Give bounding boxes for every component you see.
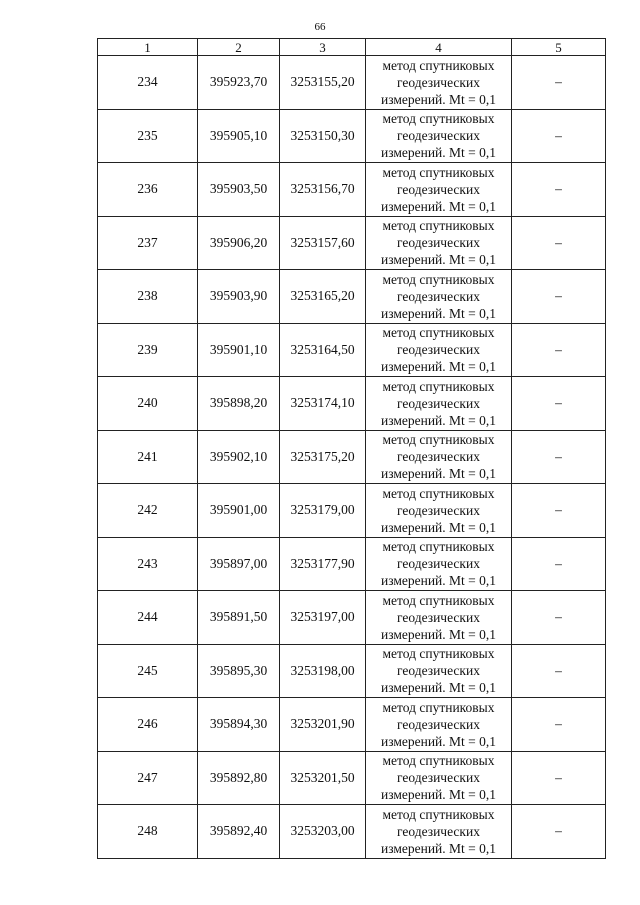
method-line: метод спутниковых xyxy=(382,111,495,127)
note-cell: – xyxy=(512,163,606,217)
method-line: геодезических xyxy=(397,770,480,786)
method-line: метод спутниковых xyxy=(382,271,495,287)
point-number-cell: 236 xyxy=(98,163,198,217)
x-coordinate-cell: 395894,30 xyxy=(198,698,280,752)
method-cell xyxy=(366,56,512,110)
column-header-1: 1 xyxy=(98,39,198,56)
note-cell: – xyxy=(512,537,606,591)
table-row xyxy=(98,377,606,431)
method-cell xyxy=(366,644,512,698)
table-header xyxy=(98,39,606,56)
x-coordinate-cell: 395901,00 xyxy=(198,484,280,538)
note-cell: – xyxy=(512,698,606,752)
method-cell xyxy=(366,323,512,377)
note-cell: – xyxy=(512,751,606,805)
y-coordinate-cell: 3253201,50 xyxy=(280,751,366,805)
x-coordinate-cell: 395903,90 xyxy=(198,270,280,324)
point-number-cell: 240 xyxy=(98,377,198,431)
method-cell xyxy=(366,109,512,163)
table-row xyxy=(98,216,606,270)
point-number-cell: 234 xyxy=(98,56,198,110)
point-number-cell: 241 xyxy=(98,430,198,484)
method-line: геодезических xyxy=(397,342,480,358)
method-cell xyxy=(366,484,512,538)
x-coordinate-cell: 395895,30 xyxy=(198,644,280,698)
x-coordinate-cell: 395892,80 xyxy=(198,751,280,805)
note-cell: – xyxy=(512,484,606,538)
point-number-cell: 244 xyxy=(98,591,198,645)
method-line: метод спутниковых xyxy=(382,539,495,555)
x-coordinate-cell: 395903,50 xyxy=(198,163,280,217)
method-line: геодезических xyxy=(397,235,480,251)
y-coordinate-cell: 3253177,90 xyxy=(280,537,366,591)
column-header-3: 3 xyxy=(280,39,366,56)
method-line: геодезических xyxy=(397,502,480,518)
method-line: измерений. Mt = 0,1 xyxy=(380,145,497,161)
point-number-cell: 247 xyxy=(98,751,198,805)
method-line: метод спутниковых xyxy=(382,57,495,73)
note-cell: – xyxy=(512,323,606,377)
table-row xyxy=(98,163,606,217)
method-cell xyxy=(366,163,512,217)
y-coordinate-cell: 3253155,20 xyxy=(280,56,366,110)
method-line: измерений. Mt = 0,1 xyxy=(380,305,497,321)
column-header-5: 5 xyxy=(512,39,606,56)
method-cell xyxy=(366,270,512,324)
method-line: метод спутниковых xyxy=(382,218,495,234)
x-coordinate-cell: 395905,10 xyxy=(198,109,280,163)
note-cell: – xyxy=(512,805,606,859)
note-cell: – xyxy=(512,109,606,163)
x-coordinate-cell: 395891,50 xyxy=(198,591,280,645)
table-row xyxy=(98,484,606,538)
method-line: геодезических xyxy=(397,609,480,625)
method-line: метод спутниковых xyxy=(382,646,495,662)
method-line: измерений. Mt = 0,1 xyxy=(380,573,497,589)
method-line: метод спутниковых xyxy=(382,592,495,608)
header-row xyxy=(98,39,606,56)
method-cell xyxy=(366,537,512,591)
note-cell: – xyxy=(512,270,606,324)
method-line: измерений. Mt = 0,1 xyxy=(380,733,497,749)
note-cell: – xyxy=(512,591,606,645)
coordinates-table xyxy=(97,38,606,859)
y-coordinate-cell: 3253164,50 xyxy=(280,323,366,377)
method-cell xyxy=(366,805,512,859)
table-row xyxy=(98,591,606,645)
column-header-2: 2 xyxy=(198,39,280,56)
table-row xyxy=(98,56,606,110)
x-coordinate-cell: 395898,20 xyxy=(198,377,280,431)
method-line: геодезических xyxy=(397,74,480,90)
method-cell xyxy=(366,751,512,805)
point-number-cell: 245 xyxy=(98,644,198,698)
method-line: метод спутниковых xyxy=(382,325,495,341)
method-line: геодезических xyxy=(397,823,480,839)
method-line: измерений. Mt = 0,1 xyxy=(380,412,497,428)
method-line: измерений. Mt = 0,1 xyxy=(380,466,497,482)
method-line: измерений. Mt = 0,1 xyxy=(380,787,497,803)
table-row xyxy=(98,751,606,805)
method-line: измерений. Mt = 0,1 xyxy=(380,91,497,107)
method-line: измерений. Mt = 0,1 xyxy=(380,519,497,535)
method-line: метод спутниковых xyxy=(382,378,495,394)
point-number-cell: 238 xyxy=(98,270,198,324)
table-row xyxy=(98,805,606,859)
method-line: метод спутниковых xyxy=(382,699,495,715)
method-line: геодезических xyxy=(397,128,480,144)
note-cell: – xyxy=(512,644,606,698)
y-coordinate-cell: 3253157,60 xyxy=(280,216,366,270)
method-cell xyxy=(366,698,512,752)
table-row xyxy=(98,109,606,163)
method-line: измерений. Mt = 0,1 xyxy=(380,626,497,642)
y-coordinate-cell: 3253165,20 xyxy=(280,270,366,324)
method-line: измерений. Mt = 0,1 xyxy=(380,198,497,214)
x-coordinate-cell: 395897,00 xyxy=(198,537,280,591)
method-cell xyxy=(366,377,512,431)
method-line: геодезических xyxy=(397,449,480,465)
y-coordinate-cell: 3253197,00 xyxy=(280,591,366,645)
method-line: геодезических xyxy=(397,556,480,572)
method-cell xyxy=(366,430,512,484)
point-number-cell: 235 xyxy=(98,109,198,163)
x-coordinate-cell: 395892,40 xyxy=(198,805,280,859)
method-line: измерений. Mt = 0,1 xyxy=(380,252,497,268)
note-cell: – xyxy=(512,430,606,484)
note-cell: – xyxy=(512,216,606,270)
method-line: геодезических xyxy=(397,181,480,197)
method-line: метод спутниковых xyxy=(382,432,495,448)
y-coordinate-cell: 3253150,30 xyxy=(280,109,366,163)
x-coordinate-cell: 395902,10 xyxy=(198,430,280,484)
point-number-cell: 239 xyxy=(98,323,198,377)
point-number-cell: 248 xyxy=(98,805,198,859)
method-line: измерений. Mt = 0,1 xyxy=(380,359,497,375)
method-line: метод спутниковых xyxy=(382,485,495,501)
method-line: метод спутниковых xyxy=(382,164,495,180)
y-coordinate-cell: 3253179,00 xyxy=(280,484,366,538)
y-coordinate-cell: 3253156,70 xyxy=(280,163,366,217)
point-number-cell: 246 xyxy=(98,698,198,752)
method-cell xyxy=(366,216,512,270)
x-coordinate-cell: 395901,10 xyxy=(198,323,280,377)
table-body xyxy=(98,56,606,859)
note-cell: – xyxy=(512,377,606,431)
page-number: 66 xyxy=(314,21,326,33)
method-line: измерений. Mt = 0,1 xyxy=(380,840,497,856)
method-line: геодезических xyxy=(397,288,480,304)
method-line: геодезических xyxy=(397,663,480,679)
x-coordinate-cell: 395906,20 xyxy=(198,216,280,270)
table-row xyxy=(98,270,606,324)
method-line: метод спутниковых xyxy=(382,753,495,769)
y-coordinate-cell: 3253201,90 xyxy=(280,698,366,752)
method-line: метод спутниковых xyxy=(382,806,495,822)
table-row xyxy=(98,430,606,484)
method-line: измерений. Mt = 0,1 xyxy=(380,680,497,696)
x-coordinate-cell: 395923,70 xyxy=(198,56,280,110)
y-coordinate-cell: 3253174,10 xyxy=(280,377,366,431)
point-number-cell: 242 xyxy=(98,484,198,538)
table-row xyxy=(98,537,606,591)
method-line: геодезических xyxy=(397,395,480,411)
method-line: геодезических xyxy=(397,716,480,732)
point-number-cell: 237 xyxy=(98,216,198,270)
y-coordinate-cell: 3253175,20 xyxy=(280,430,366,484)
method-cell xyxy=(366,591,512,645)
table-row xyxy=(98,698,606,752)
table-row xyxy=(98,644,606,698)
y-coordinate-cell: 3253198,00 xyxy=(280,644,366,698)
y-coordinate-cell: 3253203,00 xyxy=(280,805,366,859)
point-number-cell: 243 xyxy=(98,537,198,591)
column-header-4: 4 xyxy=(366,39,512,56)
note-cell: – xyxy=(512,56,606,110)
table-row xyxy=(98,323,606,377)
